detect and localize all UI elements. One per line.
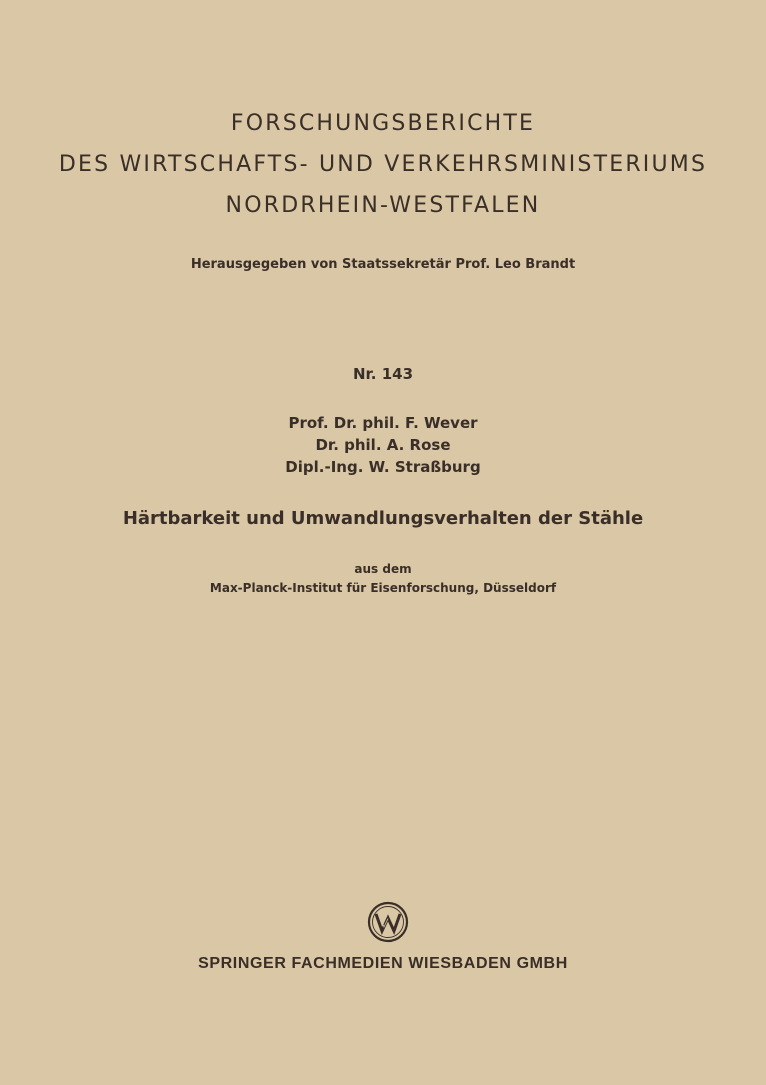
book-title: Härtbarkeit und Umwandlungsverhalten der Stähle	[122, 508, 644, 529]
author-3: Dipl.-Ing. W. Straßburg	[285, 458, 481, 476]
series-title-line-1: FORSCHUNGSBERICHTE	[230, 111, 536, 136]
publisher-name: SPRINGER FACHMEDIEN WIESBADEN GMBH	[198, 955, 568, 972]
springer-w-logo-icon	[367, 901, 409, 943]
origin-block	[0, 560, 766, 598]
volume-number: Nr. 143	[352, 365, 414, 383]
origin-institute: Max-Planck-Institut für Eisenforschung, Düsseldorf	[209, 581, 557, 595]
series-title	[0, 103, 766, 226]
series-title-line-2: DES WIRTSCHAFTS- UND VERKEHRSMINISTERIUMS	[58, 152, 708, 177]
author-list	[0, 412, 766, 478]
author-2: Dr. phil. A. Rose	[315, 436, 451, 454]
series-title-line-3: NORDRHEIN-WESTFALEN	[225, 193, 541, 218]
author-1: Prof. Dr. phil. F. Wever	[288, 414, 478, 432]
editor-line: Herausgegeben von Staatssekretär Prof. Leo Brandt	[190, 257, 576, 272]
origin-intro: aus dem	[354, 562, 412, 576]
